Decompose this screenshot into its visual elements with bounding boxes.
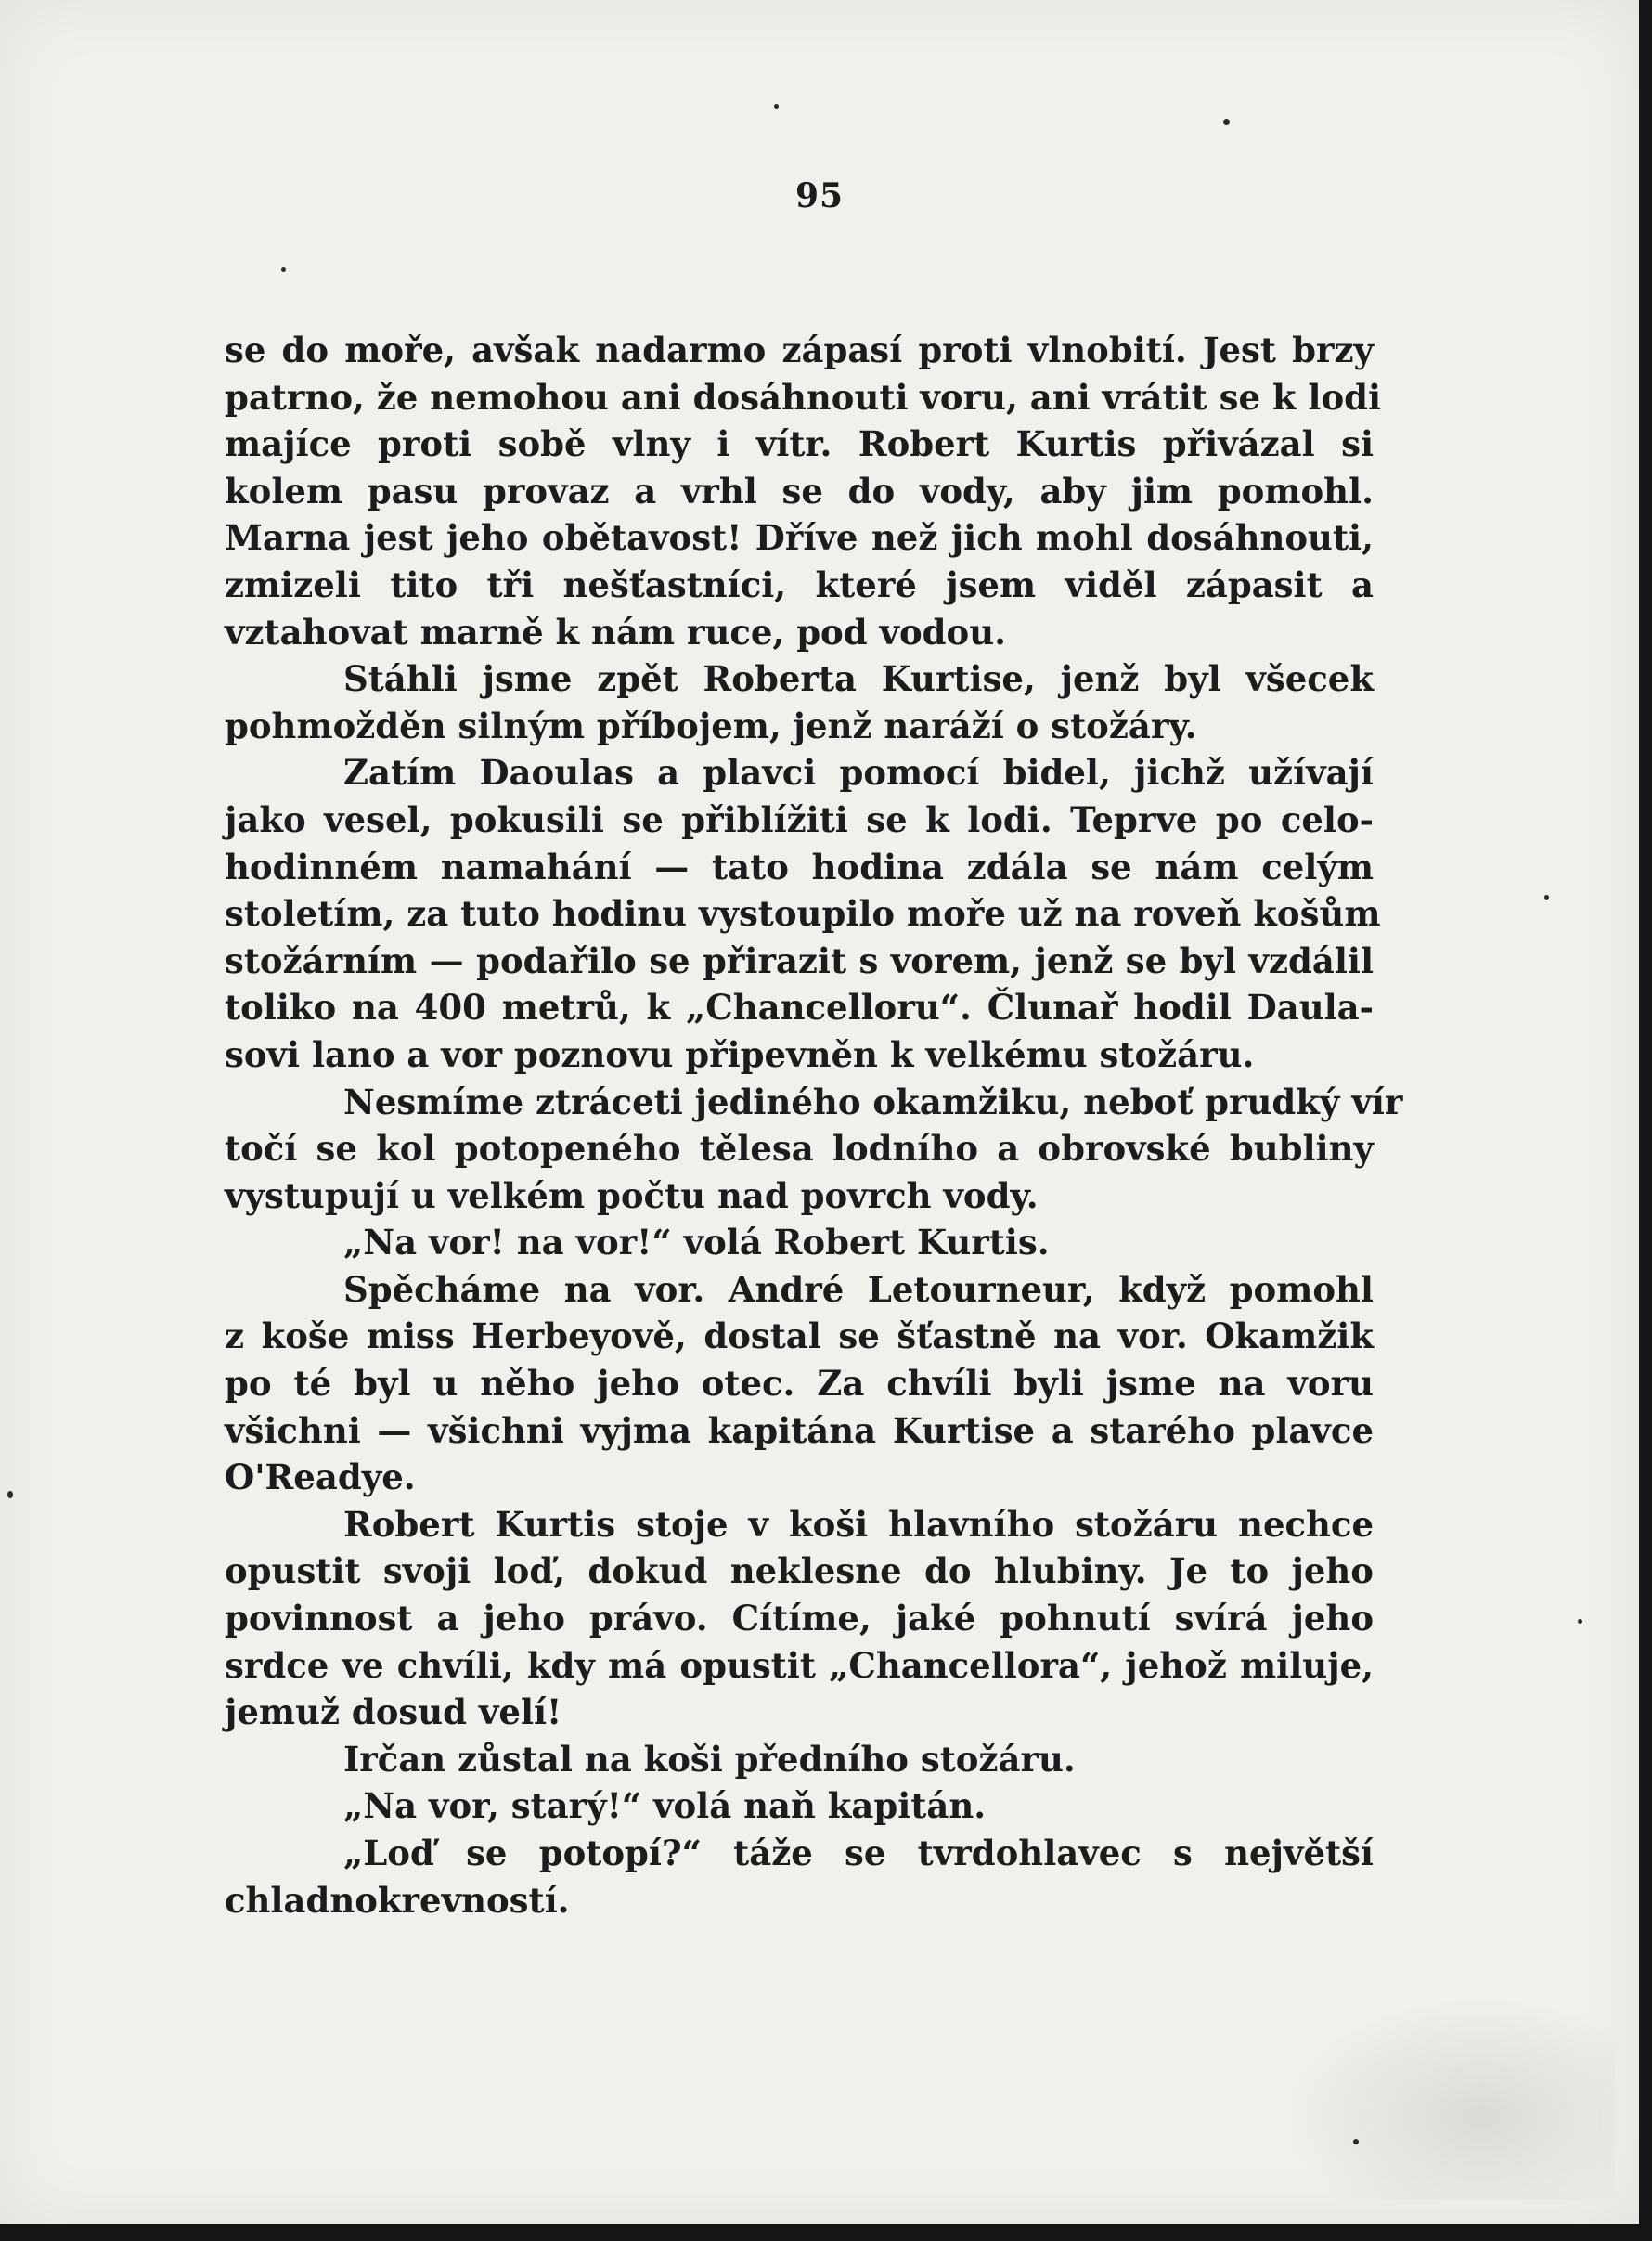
text-line: kolem pasu provaz a vrhl se do vody, aby jim pomohl.	[225, 470, 1374, 512]
text-line: Zatím Daoulas a plavci pomocí bidel, jichž užívají	[343, 752, 1374, 794]
text-line: Irčan zůstal na koši předního stožáru.	[343, 1738, 1076, 1780]
scan-edge-bottom	[0, 2224, 1652, 2241]
text-line: Marna jest jeho obětavost! Dříve než jich mohl dosáhnouti,	[225, 517, 1374, 559]
text-line: „Na vor! na vor!“ volá Robert Kurtis.	[343, 1222, 1050, 1263]
paper-speck	[1353, 2139, 1359, 2144]
text-line: pohmožděn silným příbojem, jenž naráží o stožáry.	[225, 705, 1197, 746]
text-line: vystupují u velkém počtu nad povrch vody.	[225, 1174, 1039, 1216]
paper-speck	[774, 104, 779, 109]
text-line: Stáhli jsme zpět Roberta Kurtise, jenž byl všecek	[343, 658, 1374, 700]
text-line: točí se kol potopeného tělesa lodního a obrovské bubliny	[225, 1128, 1374, 1170]
page-body-text	[225, 327, 1403, 1924]
text-line: stožárním — podařilo se přirazit s vorem, jenž se byl vzdálil	[225, 939, 1374, 981]
paper-speck	[1578, 1619, 1582, 1624]
text-line: jemuž dosud velí!	[225, 1691, 562, 1733]
text-line: se do moře, avšak nadarmo zápasí proti vlnobití. Jest brzy	[225, 330, 1374, 370]
text-line: všichni — všichni vyjma kapitána Kurtise a starého plavce	[225, 1409, 1374, 1451]
text-line: „Na vor, starý!“ volá naň kapitán.	[343, 1785, 987, 1827]
text-line: jako vesel, pokusili se přiblížiti se k lodi. Teprve po celo-	[225, 798, 1374, 840]
paper-speck	[7, 1491, 13, 1498]
scan-edge-right	[1639, 0, 1652, 2241]
paper-stain	[1281, 1996, 1615, 2200]
text-line: z koše miss Herbeyově, dostal se šťastně na vor. Okamžik	[225, 1315, 1374, 1357]
text-line: O'Readye.	[225, 1457, 416, 1498]
text-line: stoletím, za tuto hodinu vystoupilo moře už na roveň košům	[225, 893, 1381, 935]
text-line: vztahovat marně k nám ruce, pod vodou.	[225, 611, 1007, 653]
text-line: po té byl u něho jeho otec. Za chvíli byli jsme na voru	[225, 1363, 1374, 1405]
text-line: Nesmíme ztráceti jediného okamžiku, neboť prudký vír	[343, 1081, 1403, 1122]
text-line: sovi lano a vor poznovu připevněn k velkému stožáru.	[225, 1033, 1255, 1075]
paper-speck	[1223, 119, 1230, 125]
text-line: chladnokrevností.	[225, 1879, 570, 1921]
text-line: Robert Kurtis stoje v koši hlavního stožáru nechce	[343, 1503, 1374, 1545]
text-line: toliko na 400 metrů, k „Chancelloru“. Člunař hodil Daula-	[225, 987, 1374, 1029]
text-line: opustit svoji loď, dokud neklesne do hlubiny. Je to jeho	[225, 1550, 1374, 1592]
text-line: povinnost a jeho právo. Cítíme, jaké pohnutí svírá jeho	[225, 1598, 1374, 1639]
page-number: 95	[794, 176, 845, 215]
text-line: „Loď se potopí?“ táže se tvrdohlavec s největší	[343, 1833, 1374, 1873]
text-line: majíce proti sobě vlny i vítr. Robert Kurtis přivázal si	[225, 423, 1374, 465]
text-line: patrno, že nemohou ani dosáhnouti voru, ani vrátit se k lodi	[225, 376, 1382, 418]
text-line: Spěcháme na vor. André Letourneur, když pomohl	[343, 1268, 1374, 1310]
text-line: zmizeli tito tři nešťastníci, které jsem viděl zápasit a	[225, 563, 1374, 605]
paper-speck	[1544, 895, 1549, 900]
text-line: hodinném namahání — tato hodina zdála se nám celým	[225, 846, 1374, 887]
paper-speck	[281, 267, 286, 272]
text-line: srdce ve chvíli, kdy má opustit „Chancellora“, jehož miluje,	[225, 1644, 1374, 1686]
